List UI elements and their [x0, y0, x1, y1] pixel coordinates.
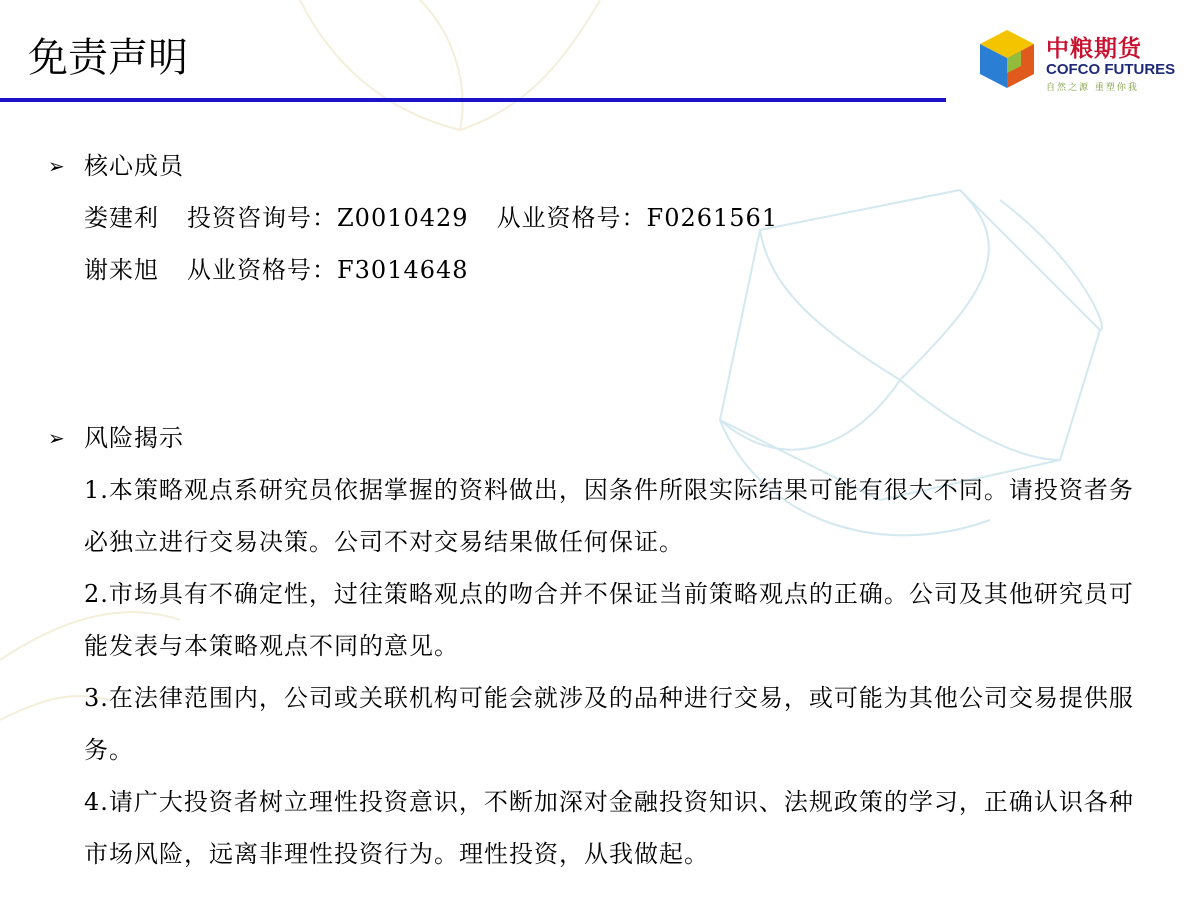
member-name: 娄建利: [84, 204, 159, 232]
section-spacer: [48, 296, 1158, 412]
logo-slogan: 自然之源 重塑你我: [1046, 83, 1139, 93]
member-row: [48, 192, 1158, 244]
member-qualification: 投资咨询号：Z0010429: [187, 204, 469, 232]
risk-item: 2.市场具有不确定性，过往策略观点的吻合并不保证当前策略观点的正确。公司及其他研究员可能发表与本策略观点不同的意见。: [84, 580, 1134, 660]
logo-chinese-name: 中粮期货: [1046, 36, 1142, 62]
page-title: 免责声明: [28, 35, 188, 81]
members-heading-text: 核心成员: [84, 152, 184, 180]
cube-logo-icon: [974, 26, 1040, 92]
disclaimer-content: [48, 140, 1158, 880]
risk-item: 1.本策略观点系研究员依据掌握的资料做出，因条件所限实际结果可能有很大不同。请投资者务必独立进行交易决策。公司不对交易结果做任何保证。: [84, 476, 1134, 556]
member-qualification: 从业资格号：F3014648: [187, 256, 469, 284]
members-section-heading: [48, 140, 1158, 192]
title-underline: [0, 98, 946, 102]
arrow-bullet-icon: ➢: [48, 154, 66, 178]
risk-section-heading: [48, 412, 1158, 464]
member-qualification: 从业资格号：F0261561: [496, 204, 779, 232]
risk-heading-text: 风险揭示: [84, 424, 184, 452]
logo-english-name: COFCO FUTURES: [1046, 61, 1176, 78]
cofco-futures-logo: [974, 26, 1174, 96]
member-name: 谢来旭: [84, 256, 159, 284]
arrow-bullet-icon: ➢: [48, 426, 66, 450]
member-row: [48, 244, 1158, 296]
risk-item: 4.请广大投资者树立理性投资意识，不断加深对金融投资知识、法规政策的学习，正确认识各种市场风险，远离非理性投资行为。理性投资，从我做起。: [84, 788, 1134, 868]
risk-item: 3.在法律范围内，公司或关联机构可能会就涉及的品种进行交易，或可能为其他公司交易提供服务。: [84, 684, 1134, 764]
